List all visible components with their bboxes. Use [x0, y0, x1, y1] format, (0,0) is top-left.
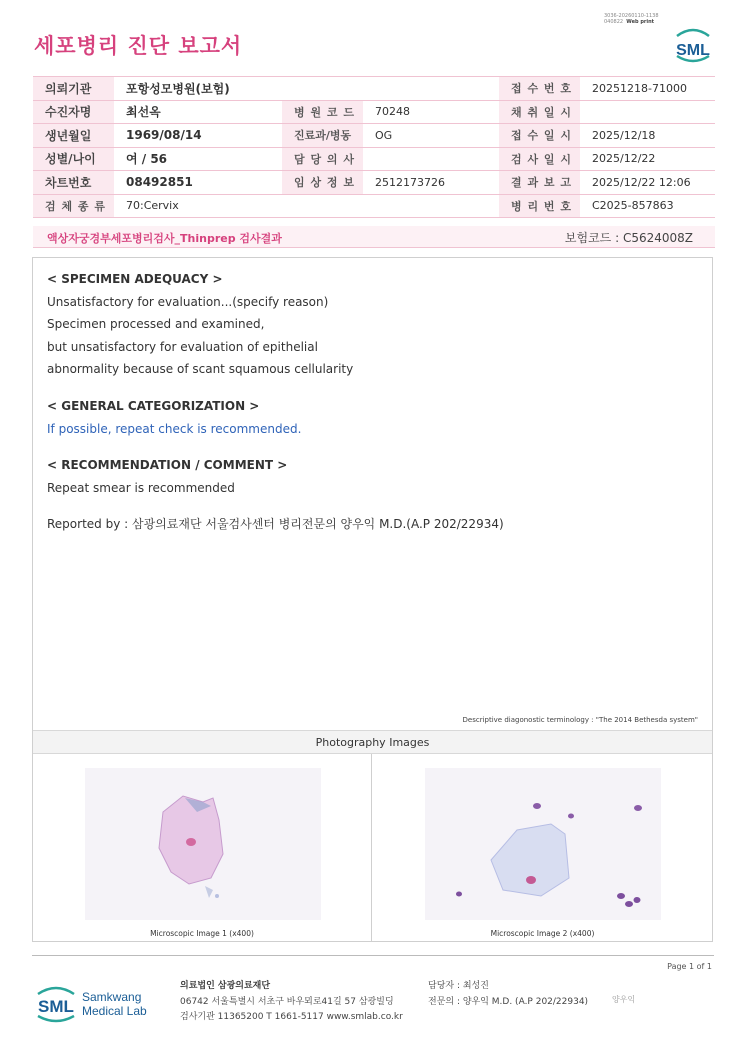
microscopic-image-1 [85, 768, 321, 920]
exam-date-value: 2025/12/22 [580, 147, 715, 171]
receipt-no-value: 20251218-71000 [580, 77, 715, 101]
collect-date-label: 채 취 일 시 [499, 100, 580, 124]
footer-address [180, 979, 403, 1026]
microscopic-image-2 [425, 768, 661, 920]
clinical-info-label: 임 상 정 보 [282, 171, 363, 195]
dob-value: 1969/08/14 [114, 124, 282, 148]
adequacy-heading: < SPECIMEN ADEQUACY > [47, 272, 223, 286]
receipt-no-label: 접 수 번 호 [499, 77, 580, 101]
sex-age-value: 여 / 56 [114, 147, 282, 171]
patient-info-table [33, 76, 715, 218]
info-row [33, 171, 715, 195]
chart-no-label: 차트번호 [33, 171, 114, 195]
receipt-date-label: 접 수 일 시 [499, 124, 580, 148]
info-row [33, 147, 715, 171]
print-meta-code: 040822 [604, 19, 624, 25]
receipt-date-value: 2025/12/18 [580, 124, 715, 148]
specimen-label: 검 체 종 류 [33, 194, 114, 218]
sml-logo [672, 26, 714, 64]
footer-staff-name: 담당자 : 최성진 [428, 981, 489, 991]
path-no-value: C2025-857863 [580, 194, 715, 218]
photo-section-heading: Photography Images [33, 730, 712, 754]
footer-staff [428, 979, 588, 1010]
reported-by: Reported by : 삼광의료재단 서울검사센터 병리전문의 양우익 M.D.(A.P 202/22934) [47, 517, 504, 532]
report-date-label: 결 과 보 고 [499, 171, 580, 195]
test-name: 액상자궁경부세포병리검사_Thinprep 검사결과 [47, 232, 282, 245]
page-number: Page 1 of 1 [667, 962, 712, 971]
clinical-info-value: 2512173726 [363, 171, 499, 195]
image-1-caption: Microscopic Image 1 (x400) [150, 929, 254, 938]
image-2-caption: Microscopic Image 2 (x400) [490, 929, 595, 938]
specimen-value: 70:Cervix [114, 194, 499, 218]
adequacy-line: abnormality because of scant squamous cellularity [47, 362, 354, 377]
report-title: 세포병리 진단 보고서 [34, 34, 243, 58]
adequacy-line: Specimen processed and examined, [47, 317, 265, 332]
adequacy-line: Unsatisfactory for evaluation...(specify reason) [47, 294, 329, 309]
photo-cell-2 [373, 754, 712, 942]
info-row [33, 124, 715, 148]
doctor-label: 담 당 의 사 [282, 147, 363, 171]
requesting-org-label: 의뢰기관 [33, 77, 114, 101]
samkwang-logo [36, 984, 164, 1024]
footer-org: 의료법인 삼광의료재단 [180, 981, 271, 991]
hospital-code-value: 70248 [363, 100, 499, 124]
recommendation-text: Repeat smear is recommended [47, 480, 235, 495]
result-text [47, 268, 504, 536]
info-row [33, 100, 715, 124]
print-meta-id: 3036-20260110-1138 [604, 13, 659, 19]
category-text: If possible, repeat check is recommended. [47, 421, 302, 436]
footer-logo-abbr: SML [38, 997, 74, 1016]
recommendation-heading: < RECOMMENDATION / COMMENT > [47, 458, 288, 473]
sex-age-label: 성별/나이 [33, 147, 114, 171]
footer-contact: 검사기관 11365200 T 1661-5117 www.smlab.co.kr [180, 1012, 403, 1022]
collect-date-value [580, 100, 715, 124]
print-meta [604, 13, 659, 25]
patient-name-value: 최선옥 [114, 100, 282, 124]
hospital-code-label: 병 원 코 드 [282, 100, 363, 124]
info-row [33, 77, 715, 101]
chart-no-value: 08492851 [114, 171, 282, 195]
insurance-code: 보험코드 : C5624008Z [564, 231, 693, 245]
footer-street: 06742 서울특별시 서초구 바우뫼로41길 57 삼광빌딩 [180, 996, 394, 1007]
category-heading: < GENERAL CATEGORIZATION > [47, 398, 260, 413]
sml-logo-text: SML [676, 42, 710, 59]
patient-name-label: 수진자명 [33, 100, 114, 124]
requesting-org-value: 포항성모병원(보험) [114, 77, 499, 101]
dept-value: OG [363, 124, 499, 148]
test-name-bar [33, 226, 715, 248]
footer-divider [32, 955, 714, 956]
web-print-label: Web print [626, 19, 655, 25]
specialist-signature: 양우익 [612, 995, 636, 1004]
result-panel [32, 257, 713, 942]
doctor-value [363, 147, 499, 171]
bethesda-note: Descriptive diagonostic terminology : "The 2014 Bethesda system" [462, 716, 698, 724]
photo-cell-1 [33, 754, 372, 942]
info-row [33, 194, 715, 218]
dept-label: 진료과/병동 [282, 124, 363, 148]
adequacy-line: but unsatisfactory for evaluation of epithelial [47, 339, 318, 354]
footer-logo-name-1: Samkwang [82, 990, 142, 1004]
report-date-value: 2025/12/22 12:06 [580, 171, 715, 195]
footer-logo-name-2: Medical Lab [82, 1004, 147, 1018]
footer-specialist: 전문의 : 양우익 M.D. (A.P 202/22934) [428, 996, 589, 1007]
dob-label: 생년월일 [33, 124, 114, 148]
path-no-label: 병 리 번 호 [499, 194, 580, 218]
exam-date-label: 검 사 일 시 [499, 147, 580, 171]
